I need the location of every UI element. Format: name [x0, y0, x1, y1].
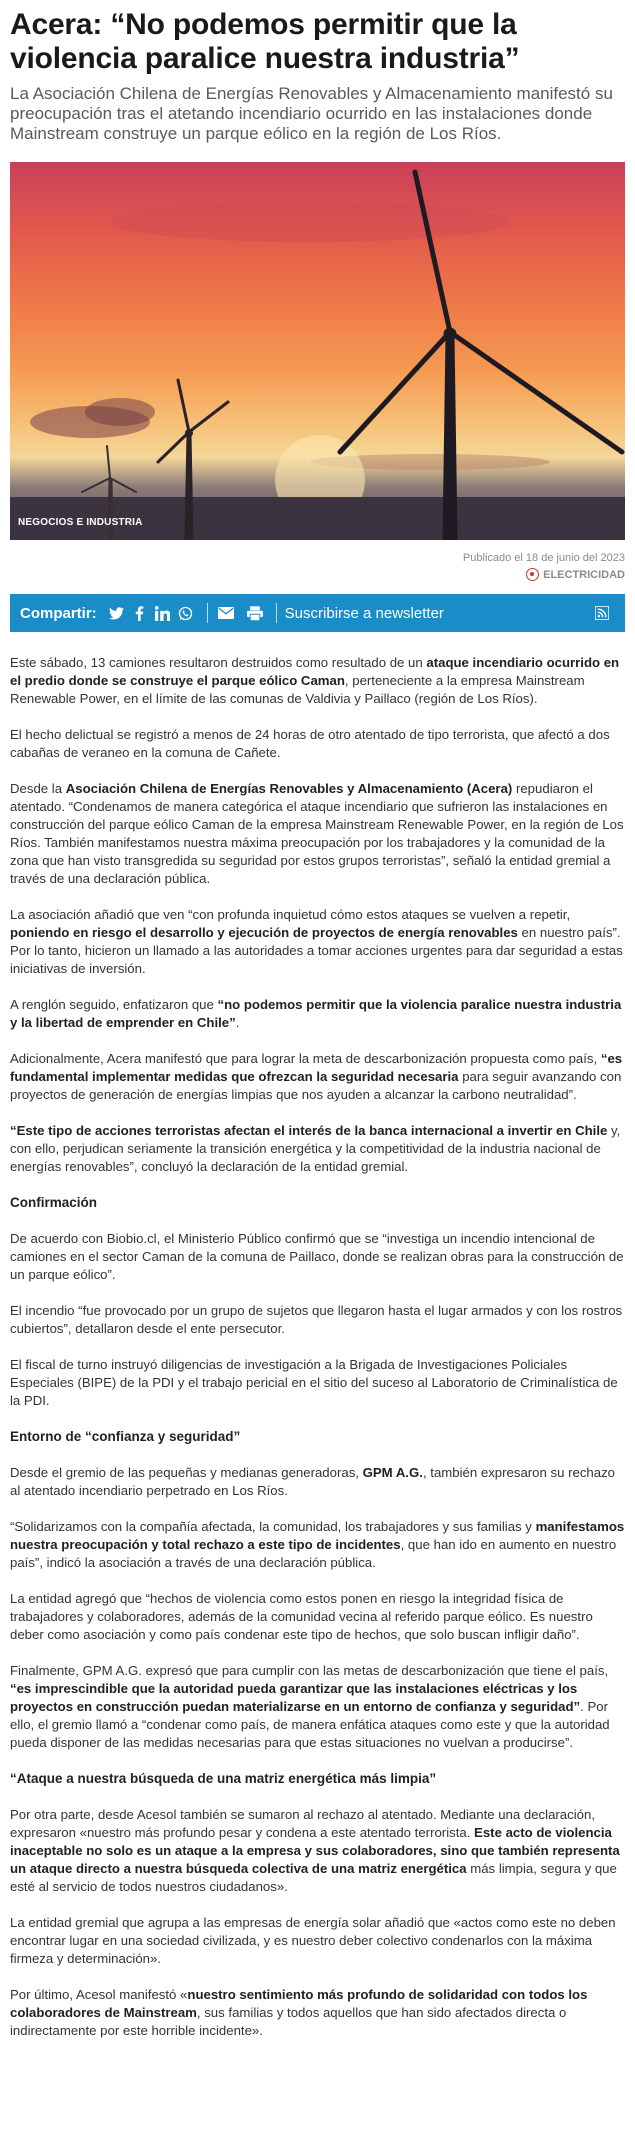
rss-icon[interactable]: [592, 603, 612, 623]
subscribe-newsletter-link[interactable]: Suscribirse a newsletter: [284, 604, 444, 622]
paragraph: Por otra parte, desde Acesol también se sumaron al rechazo al atentado. Mediante una declaración, expresaron «nuestro más profundo pesar y condena a este atentado terrorista. Este acto de violencia inaceptable no solo es un ataque a la empresa y sus colaboradores, sino que también representa un ataque directo a nuestra búsqueda colectiva de una matriz energética más limpia, segura y que esté al servicio de todos nuestros ciudadanos».: [10, 1807, 620, 1894]
print-icon[interactable]: [245, 603, 265, 623]
paragraph: El fiscal de turno instruyó diligencias de investigación a la Brigada de Investigaciones Policiales Especiales (BIPE) de la PDI y el trabajo pericial en el sitio del suceso al Laboratorio de Criminalística de la PDI.: [10, 1357, 618, 1408]
paragraph: La entidad gremial que agrupa a las empresas de energía solar añadió que «actos como este no deben encontrar lugar en una sociedad civilizada, y es nuestro deber colectivo condenarlos con la máxima firmeza y determinación».: [10, 1915, 616, 1966]
linkedin-icon[interactable]: [153, 603, 173, 623]
section-heading: Confirmación: [10, 1195, 98, 1210]
wind-turbines-sunset-illustration: [10, 162, 625, 540]
whatsapp-icon[interactable]: [176, 603, 196, 623]
share-separator: [276, 603, 277, 623]
paragraph: El incendio “fue provocado por un grupo de sujetos que llegaron hasta el lugar armados y con los rostros cubiertos”, detallaron desde el ente persecutor.: [10, 1303, 623, 1336]
email-icon[interactable]: [216, 603, 236, 623]
paragraph: Por último, Acesol manifestó «nuestro sentimiento más profundo de solidaridad con todos los colaboradores de Mainstream, sus familias y todos aquellos que han sido afectados directa o indirectamente por este horrible incidente».: [10, 1987, 588, 2038]
facebook-icon[interactable]: [130, 603, 150, 623]
cloud: [85, 398, 155, 426]
twitter-icon[interactable]: [107, 603, 127, 623]
image-category-tag[interactable]: NEGOCIOS E INDUSTRIA: [18, 517, 143, 528]
paragraph: Desde el gremio de las pequeñas y medianas generadoras, GPM A.G., también expresaron su rechazo al atentado incendiario perpetrado en Los Ríos.: [10, 1465, 616, 1498]
cloud: [110, 202, 510, 242]
paragraph: Desde la Asociación Chilena de Energías Renovables y Almacenamiento (Acera) repudiaron el atentado. “Condenamos de manera categórica el ataque incendiario que sufrieron las instalaciones en construcción del parque eólico Caman de la empresa Mainstream Renewable Power, en la región de Los Ríos. También manifestamos nuestra máxima preocupación por los trabajadores y la comunidad de la zona que han visto transgredida su seguridad por estos grupos terroristas”, señaló la entidad gremial a través de una declaración pública.: [10, 781, 624, 886]
article-meta: [10, 552, 625, 586]
paragraph: Finalmente, GPM A.G. expresó que para cumplir con las metas de descarbonización que tiene el país, “es imprescindible que la autoridad pueda garantizar que las instalaciones eléctricas y los proyectos en construcción puedan materializarse en un entorno de confianza y seguridad”. Por ello, el gremio llamó a “condenar como país, de manera enfática ataques como este y que la autoridad pueda disponer de las medidas necesarias para que estas situaciones no vuelvan a producirse”.: [10, 1663, 610, 1750]
hero-image: [10, 162, 625, 540]
publish-date: Publicado el 18 de junio del 2023: [462, 552, 625, 564]
section-heading: Entorno de “confianza y seguridad”: [10, 1429, 241, 1444]
section-heading: “Ataque a nuestra búsqueda de una matriz energética más limpia”: [10, 1771, 437, 1786]
paragraph: A renglón seguido, enfatizaron que “no podemos permitir que la violencia paralice nuestra industria y la libertad de emprender en Chile”.: [10, 997, 622, 1030]
paragraph: De acuerdo con Biobio.cl, el Ministerio Público confirmó que se “investiga un incendio intencional de camiones en el sector Caman de la comuna de Paillaco, donde se realizan obras para la construcción de un parque eólico”.: [10, 1231, 624, 1282]
article-title: Acera: “No podemos permitir que la violencia paralice nuestra industria”: [10, 8, 520, 75]
share-label: Compartir:: [20, 604, 97, 622]
category-label: ELECTRICIDAD: [543, 568, 625, 581]
paragraph: “Este tipo de acciones terroristas afectan el interés de la banca internacional a invertir en Chile y, con ello, perjudican seriamente la transición energética y la competitividad de la industria nacional de energías renovables”, concluyó la declaración de la entidad gremial.: [10, 1123, 621, 1174]
share-separator: [207, 603, 208, 623]
electricity-icon: [526, 568, 539, 581]
paragraph: La asociación añadió que ven “con profunda inquietud cómo estos ataques se vuelven a repetir, poniendo en riesgo el desarrollo y ejecución de proyectos de energía renovables en nuestro país”. Por lo tanto, hicieron un llamado a las autoridades a tomar acciones urgentes para dar seguridad a estas iniciativas de inversión.: [10, 907, 623, 976]
article-body: [10, 654, 625, 2040]
paragraph: Este sábado, 13 camiones resultaron destruidos como resultado de un ataque incendiario ocurrido en el predio donde se construye el parque eólico Caman, perteneciente a la empresa Mainstream Renewable Power, en el límite de las comunas de Valdivia y Paillaco (región de Los Ríos).: [10, 655, 620, 706]
article-lead: La Asociación Chilena de Energías Renovables y Almacenamiento manifestó su preocupación tras el atetando incendiario ocurrido en las instalaciones donde Mainstream construye un parque eólico en la región de Los Ríos.: [10, 84, 613, 143]
paragraph: “Solidarizamos con la compañía afectada, la comunidad, los trabajadores y sus familias y manifestamos nuestra preocupación y total rechazo a este tipo de incidentes, que han ido en aumento en nuestro país”, indicó la asociación a través de una declaración pública.: [10, 1519, 625, 1570]
paragraph: El hecho delictual se registró a menos de 24 horas de otro atentado de tipo terrorista, que afectó a dos cabañas de veraneo en la comuna de Cañete.: [10, 727, 610, 760]
category-link[interactable]: [526, 568, 625, 581]
paragraph: Adicionalmente, Acera manifestó que para lograr la meta de descarbonización propuesta como país, “es fundamental implementar medidas que ofrezcan la seguridad necesaria para seguir avanzando con proyectos de generación de energías limpias que nos ayuden a alcanzar la carbono neutralidad”.: [10, 1051, 623, 1102]
share-bar: [10, 594, 625, 632]
paragraph: La entidad agregó que “hechos de violencia como estos ponen en riesgo la integridad física de trabajadores y colaboradores, además de la comunidad vecina al referido parque eólico. Es nuestro deber como asociación y como país condenar este tipo de hechos, que solo buscan infligir daño”.: [10, 1591, 593, 1642]
